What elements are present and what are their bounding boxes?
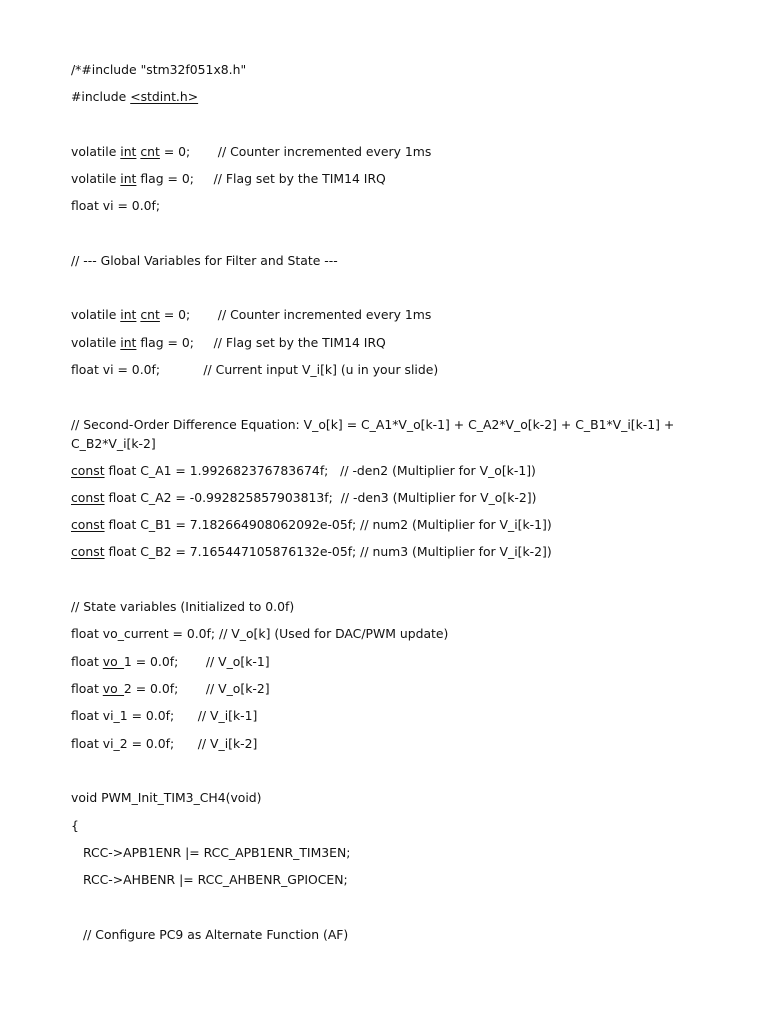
- code-text: float vi = 0.0f; // Current input V_i[k] (u in your slide): [71, 362, 439, 377]
- underlined-token: cnt: [140, 307, 160, 322]
- code-line: [71, 415, 696, 453]
- underlined-token: int: [120, 335, 137, 350]
- code-text: float C_B1 = 7.182664908062092e-05f; // num2 (Multiplier for V_i[k-1]): [104, 517, 552, 532]
- code-line: [71, 681, 270, 697]
- code-text: float C_A1 = 1.992682376783674f; // -den2 (Multiplier for V_o[k-1]): [104, 463, 536, 478]
- code-text: #include: [71, 89, 131, 104]
- code-line: [83, 845, 350, 861]
- code-text: float vi_1 = 0.0f; // V_i[k-1]: [71, 708, 258, 723]
- code-text: // Second-Order Difference Equation: V_o[k] = C_A1*V_o[k-1] + C_A2*V_o[k-2] + C_B1*V_i[k-1] + C_B2*V_i[k-2]: [71, 417, 675, 451]
- code-text: float: [71, 654, 103, 669]
- code-text: // State variables (Initialized to 0.0f): [71, 599, 295, 614]
- code-line: [71, 198, 160, 214]
- code-text: float vo_current = 0.0f; // V_o[k] (Used for DAC/PWM update): [71, 626, 449, 641]
- code-text: 2 = 0.0f; // V_o[k-2]: [123, 681, 270, 696]
- underlined-token: int: [120, 144, 137, 159]
- underlined-token: cnt: [140, 144, 160, 159]
- code-line: [71, 463, 536, 479]
- code-text: 1 = 0.0f; // V_o[k-1]: [123, 654, 270, 669]
- code-line: [71, 490, 536, 506]
- code-line: [71, 517, 552, 533]
- code-line: [71, 335, 386, 351]
- code-line: [71, 253, 338, 269]
- code-text: = 0; // Counter incremented every 1ms: [159, 307, 432, 322]
- underlined-token: vo_: [102, 654, 124, 669]
- code-text: float: [71, 681, 103, 696]
- code-line: [71, 736, 257, 752]
- code-text: volatile: [71, 171, 121, 186]
- code-text: volatile: [71, 335, 121, 350]
- code-text: volatile: [71, 307, 121, 322]
- code-text: RCC->AHBENR |= RCC_AHBENR_GPIOCEN;: [83, 872, 348, 887]
- code-text: {: [71, 818, 79, 833]
- code-text: /*#include "stm32f051x8.h": [71, 62, 247, 77]
- underlined-token: const: [71, 463, 105, 478]
- underlined-token: int: [120, 307, 137, 322]
- code-line: [71, 62, 246, 78]
- code-line: [71, 89, 198, 105]
- code-line: [71, 626, 448, 642]
- code-text: float C_B2 = 7.165447105876132e-05f; // num3 (Multiplier for V_i[k-2]): [104, 544, 552, 559]
- code-text: float vi = 0.0f;: [71, 198, 161, 213]
- code-line: [71, 708, 257, 724]
- code-line: [71, 599, 294, 615]
- code-text: = 0; // Counter incremented every 1ms: [159, 144, 432, 159]
- code-line: [71, 307, 431, 323]
- underlined-token: const: [71, 490, 105, 505]
- underlined-token: <stdint.h>: [130, 89, 199, 104]
- code-text: flag = 0; // Flag set by the TIM14 IRQ: [136, 171, 386, 186]
- code-line: [83, 927, 348, 943]
- code-line: [71, 171, 386, 187]
- underlined-token: int: [120, 171, 137, 186]
- underlined-token: vo_: [102, 681, 124, 696]
- code-text: flag = 0; // Flag set by the TIM14 IRQ: [136, 335, 386, 350]
- code-text: float C_A2 = -0.992825857903813f; // -den3 (Multiplier for V_o[k-2]): [104, 490, 537, 505]
- code-line: [71, 818, 79, 834]
- underlined-token: const: [71, 544, 105, 559]
- code-text: float vi_2 = 0.0f; // V_i[k-2]: [71, 736, 258, 751]
- code-text: RCC->APB1ENR |= RCC_APB1ENR_TIM3EN;: [83, 845, 351, 860]
- code-line: [71, 544, 552, 560]
- code-text: // --- Global Variables for Filter and State ---: [71, 253, 338, 268]
- code-line: [71, 144, 431, 160]
- code-text: // Configure PC9 as Alternate Function (AF): [83, 927, 349, 942]
- code-line: [83, 872, 348, 888]
- underlined-token: const: [71, 517, 105, 532]
- code-line: [71, 654, 270, 670]
- code-text: volatile: [71, 144, 121, 159]
- code-line: [71, 790, 262, 806]
- code-line: [71, 362, 438, 378]
- code-text: void PWM_Init_TIM3_CH4(void): [71, 790, 262, 805]
